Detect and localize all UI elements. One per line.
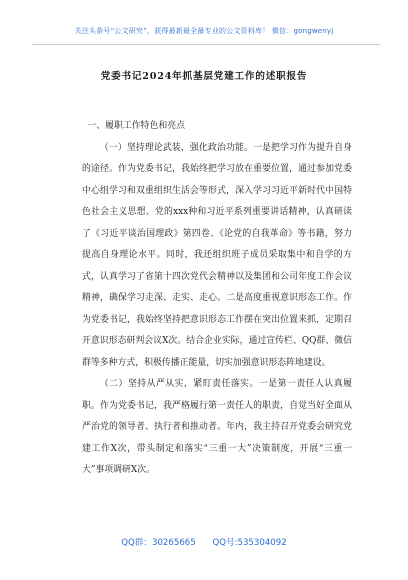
footer-qq-id: QQ号:535304092 xyxy=(212,538,287,548)
paragraph-2: （二）坚持从严从实，紧盯责任落实。一是第一责任人认真履职。作为党委书记，我严格履行第一责任人的职责，自觉当好全面从严治党的领导者、执行者和推动者。年内，我主持召开党委会研究党建工作X次，带头制定和落实“三重一大”决策制度，开展“三重一大”事项调研X次。 xyxy=(82,379,352,475)
header-banner: 关注头条号“公文研究”，获得最新最全最专业的公文资料库！ 微信：gongwenyj xyxy=(74,27,334,35)
paragraph-1: （一）坚持理论武装，强化政治功能。一是把学习作为提升自身的途径。作为党委书记，我始终把学习放在重要位置，通过参加党委中心组学习和双重组织生活会等形式，深入学习习近平新时代中国特色社会主义思想、党的xxx种和习近平系列重要讲话精神，认真研读了《习近平谈治国理政》第四卷、《论党的自我革命》等书籍，努力提高自身理论水平。同时，我还组织班子成员采取集中和自学的方式，认真学习了省第十四次党代会精神以及集团和公司年度工作会议精神，确保学习走深、走实、走心。二是高度重视意识形态工作。作为党委书记，我始终坚持把意识形态工作摆在突出位置来抓，定期召开意识形态研判会议X次。结合企业实际，通过宣传栏、QQ群、微信群等多种方式，积极传播正能量，切实加强意识形态阵地建设。 xyxy=(82,142,352,368)
header-divider xyxy=(32,44,380,45)
footer-contact xyxy=(0,536,408,548)
document-title: 党委书记2024年抓基层党建工作的述职报告 xyxy=(100,71,308,82)
footer-qq-group: QQ群：30265665 xyxy=(121,538,196,548)
section-heading: 一、履职工作特色和亮点 xyxy=(87,121,185,131)
document-body xyxy=(82,116,352,482)
